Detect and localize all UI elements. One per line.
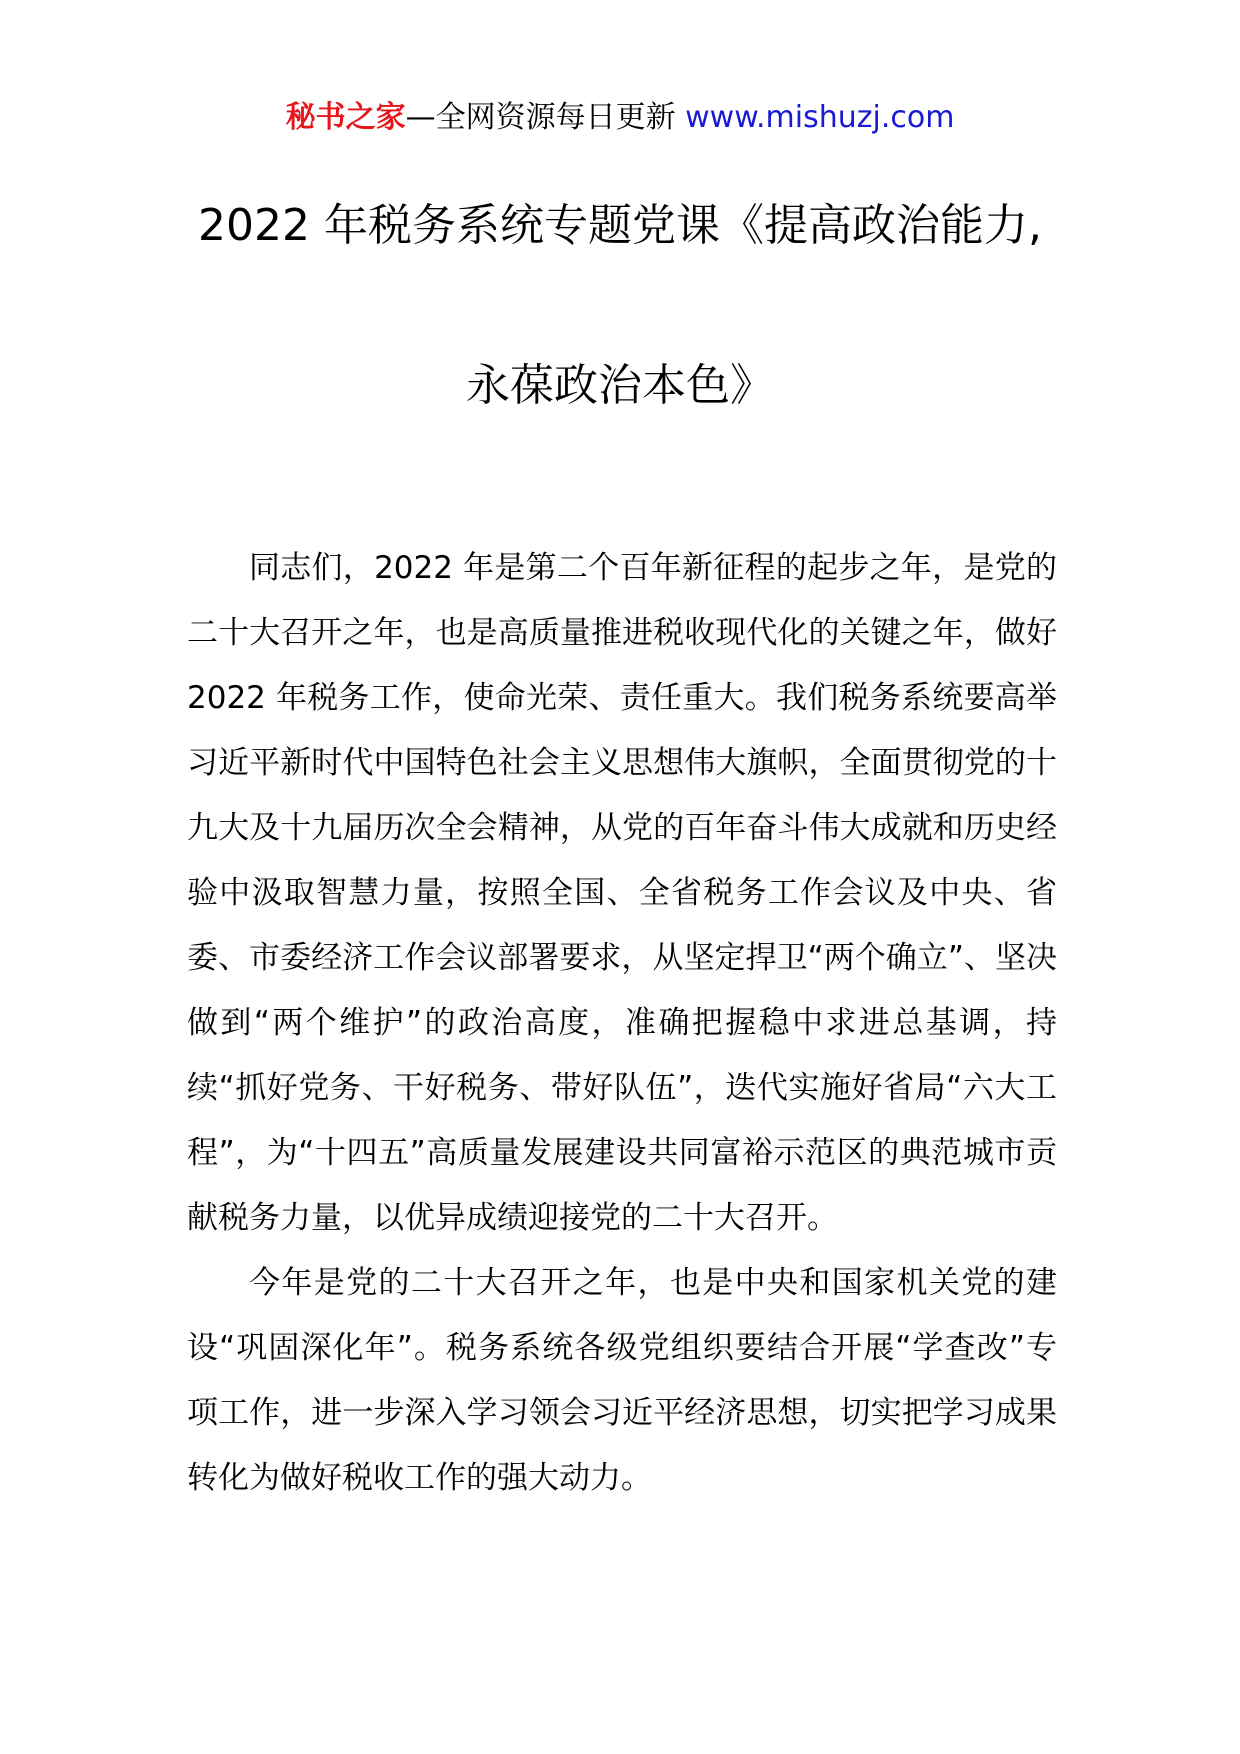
header-slogan: —全网资源每日更新 xyxy=(405,100,676,135)
page-header xyxy=(0,98,1240,138)
body-paragraph-1: 同志们，2022 年是第二个百年新征程的起步之年，是党的二十大召开之年，也是高质量推进税收现代化的关键之年，做好 2022 年税务工作，使命光荣、责任重大。我们税务系统要高举习近平新时代中国特色社会主义思想伟大旗帜，全面贯彻党的十九大及十九届历次全会精神，从党的百年奋斗伟大成就和历史经验中汲取智慧力量，按照全国、全省税务工作会议及中央、省委、市委经济工作会议部署要求，从坚定捍卫“两个确立”、坚决做到“两个维护”的政治高度，准确把握稳中求进总基调，持续“抓好党务、干好税务、带好队伍”，迭代实施好省局“六大工程”，为“十四五”高质量发展建设共同富裕示范区的典范城市贡献税务力量，以优异成绩迎接党的二十大召开。 xyxy=(187,550,1057,1236)
document-body xyxy=(187,536,1057,1511)
document-title-line-1: 2022 年税务系统专题党课《提高政治能力, xyxy=(198,200,1042,251)
document-title-line-2: 永葆政治本色》 xyxy=(466,360,774,411)
header-brand: 秘书之家 xyxy=(285,100,406,135)
body-paragraph-2: 今年是党的二十大召开之年，也是中央和国家机关党的建设“巩固深化年”。税务系统各级党组织要结合开展“学查改”专项工作，进一步深入学习领会习近平经济思想，切实把学习成果转化为做好税收工作的强大动力。 xyxy=(187,1265,1057,1496)
header-url-link[interactable]: www.mishuzj.com xyxy=(685,100,955,135)
